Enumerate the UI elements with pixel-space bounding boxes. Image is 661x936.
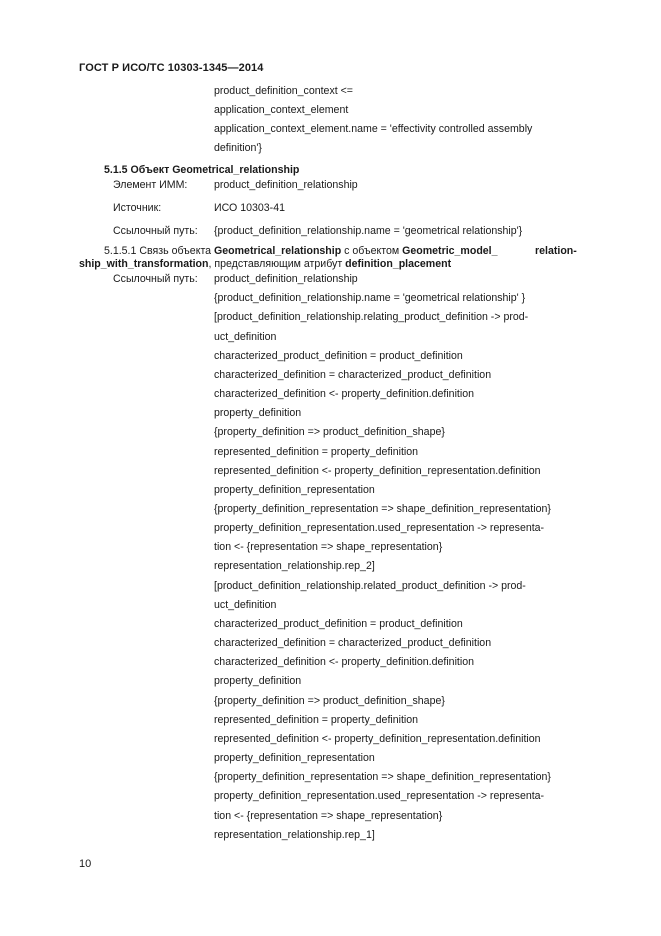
- path-line: property_definition_representation.used_representation -> representa-: [214, 790, 545, 802]
- path-line: property_definition_representation.used_representation -> representa-: [214, 522, 545, 534]
- path-line: characterized_definition = characterized_product_definition: [214, 369, 492, 381]
- path-line: property_definition: [214, 675, 302, 687]
- page-number: 10: [79, 858, 92, 870]
- intro-line: application_context_element.name = 'effectivity controlled assembly: [214, 123, 533, 135]
- reference-path-label: Ссылочный путь:: [113, 225, 198, 237]
- subsection-paragraph-line-1: [104, 244, 498, 258]
- subsection-number: 5.1.5.1: [104, 245, 137, 257]
- intro-line: definition'}: [214, 142, 262, 154]
- path-line: product_definition_relationship: [214, 273, 358, 285]
- entity-name: ship_with_transformation: [79, 258, 209, 270]
- path-line: {property_definition_representation => shape_definition_representation}: [214, 771, 551, 783]
- path-line: {product_definition_relationship.name = 'geometrical relationship' }: [214, 292, 526, 304]
- path-line: characterized_product_definition = product_definition: [214, 350, 463, 362]
- path-line: characterized_definition = characterized_product_definition: [214, 637, 492, 649]
- path-line: represented_definition = property_definition: [214, 446, 419, 458]
- path-line: characterized_definition <- property_definition.definition: [214, 656, 475, 668]
- element-label: Элемент ИММ:: [113, 179, 188, 191]
- intro-line: application_context_element: [214, 104, 349, 116]
- entity-name: Geometrical_relationship: [214, 245, 342, 257]
- subsection-text: Связь объекта: [139, 245, 212, 257]
- path-line: property_definition: [214, 407, 302, 419]
- path-line: {property_definition => product_definition_shape}: [214, 695, 445, 707]
- path-line: tion <- {representation => shape_representation}: [214, 541, 443, 553]
- entity-name: Geometric_model_: [402, 245, 498, 257]
- path-line: represented_definition <- property_definition_representation.definition: [214, 465, 541, 477]
- path-line: {property_definition => product_definition_shape}: [214, 426, 445, 438]
- entity-name-continued: relation-: [535, 245, 577, 257]
- source-value: ИСО 10303-41: [214, 202, 285, 214]
- intro-line: product_definition_context <=: [214, 85, 353, 97]
- path-line: representation_relationship.rep_2]: [214, 560, 375, 572]
- path-line: characterized_definition <- property_definition.definition: [214, 388, 475, 400]
- subsection-text: , представляющим атрибут: [208, 258, 343, 270]
- subsection-paragraph-line-2: [79, 257, 451, 271]
- path-line: tion <- {representation => shape_representation}: [214, 810, 443, 822]
- path-line: property_definition_representation: [214, 484, 375, 496]
- path-line: [product_definition_relationship.related_product_definition -> prod-: [214, 580, 526, 592]
- element-value: product_definition_relationship: [214, 179, 358, 191]
- path-line: uct_definition: [214, 599, 277, 611]
- subsection-text: с объектом: [344, 245, 400, 257]
- path-line: uct_definition: [214, 331, 277, 343]
- section-heading: 5.1.5 Объект Geometrical_relationship: [104, 164, 300, 176]
- path-line: representation_relationship.rep_1]: [214, 829, 375, 841]
- document-header: ГОСТ Р ИСО/ТС 10303-1345—2014: [79, 62, 264, 74]
- reference-path-value: {product_definition_relationship.name = 'geometrical relationship'}: [214, 225, 523, 237]
- source-label: Источник:: [113, 202, 162, 214]
- attribute-name: definition_placement: [345, 258, 452, 270]
- path-line: characterized_product_definition = product_definition: [214, 618, 463, 630]
- path-line: represented_definition <- property_definition_representation.definition: [214, 733, 541, 745]
- path-line: represented_definition = property_definition: [214, 714, 419, 726]
- path-line: [product_definition_relationship.relating_product_definition -> prod-: [214, 311, 529, 323]
- reference-path-label: Ссылочный путь:: [113, 273, 198, 285]
- path-line: {property_definition_representation => shape_definition_representation}: [214, 503, 551, 515]
- path-line: property_definition_representation: [214, 752, 375, 764]
